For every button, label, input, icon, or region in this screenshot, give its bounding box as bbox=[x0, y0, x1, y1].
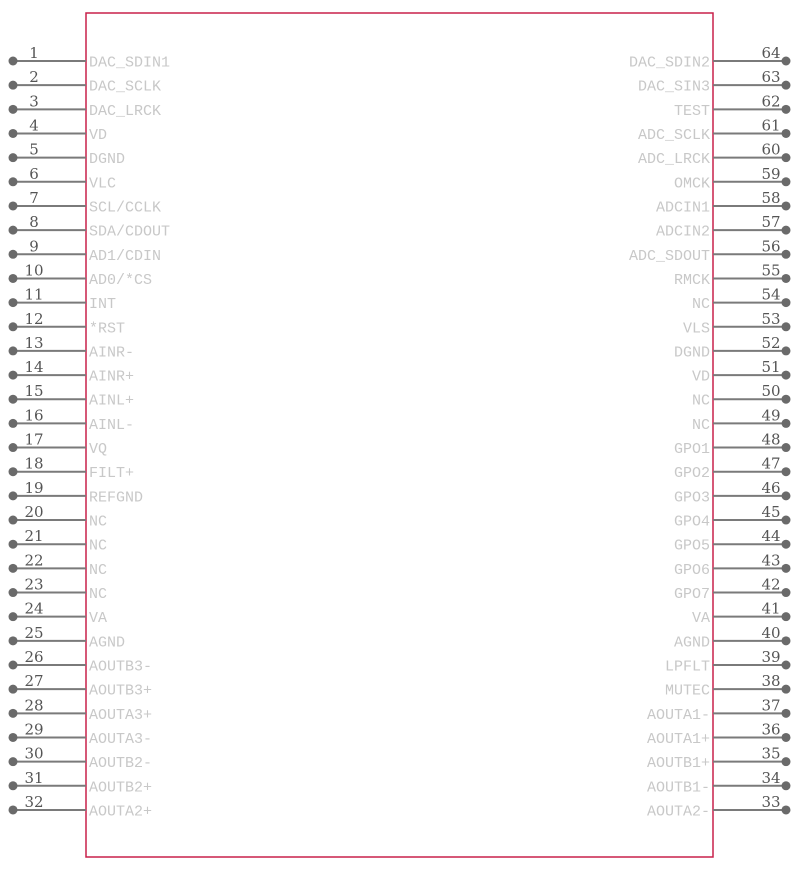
pin-terminal-dot bbox=[9, 346, 18, 355]
pin-terminal-dot bbox=[782, 685, 791, 694]
pin-17 bbox=[9, 431, 108, 459]
pin-number: 57 bbox=[761, 213, 781, 232]
pin-label: AOUTB1+ bbox=[646, 755, 710, 773]
pin-label: ADC_LRCK bbox=[637, 151, 710, 169]
pin-number: 14 bbox=[24, 358, 44, 377]
pin-label: REFGND bbox=[89, 489, 144, 507]
pin-label: AD0/*CS bbox=[89, 271, 153, 289]
pin-number: 34 bbox=[761, 768, 781, 787]
pin-terminal-dot bbox=[782, 588, 791, 597]
pin-label: AOUTB3- bbox=[89, 658, 153, 676]
pin-label: AGND bbox=[89, 634, 126, 652]
pin-label: NC bbox=[691, 392, 710, 410]
pin-number: 16 bbox=[24, 406, 44, 425]
pin-number: 64 bbox=[761, 44, 781, 62]
pin-label: AOUTA3- bbox=[89, 730, 153, 748]
pin-number: 45 bbox=[761, 503, 781, 522]
pin-terminal-dot bbox=[9, 201, 18, 210]
pin-label: NC bbox=[89, 561, 108, 579]
pin-label: AINR- bbox=[89, 344, 135, 362]
pin-number: 20 bbox=[24, 503, 44, 522]
pin-number: 17 bbox=[24, 430, 44, 449]
pin-21 bbox=[9, 527, 108, 555]
pin-6 bbox=[9, 165, 117, 193]
pin-number: 15 bbox=[24, 382, 44, 401]
pin-terminal-dot bbox=[9, 709, 18, 718]
pin-label: AOUTA3+ bbox=[89, 706, 153, 724]
pin-5 bbox=[9, 141, 126, 169]
pin-label: AOUTB2+ bbox=[89, 779, 153, 797]
pin-number: 55 bbox=[761, 261, 781, 280]
pin-label: NC bbox=[89, 586, 108, 604]
pin-number: 36 bbox=[761, 720, 781, 739]
right-pin-group bbox=[629, 44, 791, 820]
pin-terminal-dot bbox=[9, 226, 18, 235]
pin-terminal-dot bbox=[782, 540, 791, 549]
pin-number: 35 bbox=[761, 744, 781, 763]
pin-terminal-dot bbox=[9, 298, 18, 307]
pin-20 bbox=[9, 503, 108, 531]
pin-terminal-dot bbox=[782, 757, 791, 766]
pin-number: 19 bbox=[24, 478, 44, 497]
pin-label: ADCIN2 bbox=[655, 223, 710, 241]
pin-number: 32 bbox=[24, 792, 44, 811]
pin-number: 1 bbox=[29, 44, 39, 62]
pin-terminal-dot bbox=[782, 371, 791, 380]
pin-number: 22 bbox=[24, 551, 44, 570]
pin-number: 47 bbox=[761, 454, 781, 473]
pin-number: 43 bbox=[761, 551, 781, 570]
pin-terminal-dot bbox=[9, 105, 18, 114]
pin-label: VLS bbox=[682, 320, 710, 338]
pin-terminal-dot bbox=[9, 636, 18, 645]
pin-number: 28 bbox=[24, 696, 44, 715]
pin-label: AGND bbox=[673, 634, 710, 652]
pin-label: AOUTB2- bbox=[89, 755, 153, 773]
pin-number: 26 bbox=[24, 648, 44, 666]
pin-label: NC bbox=[89, 537, 108, 555]
pin-terminal-dot bbox=[782, 298, 791, 307]
pin-label: SCL/CCLK bbox=[89, 199, 162, 217]
pin-terminal-dot bbox=[782, 781, 791, 790]
pin-label: VA bbox=[89, 610, 108, 628]
pin-label: GPO7 bbox=[673, 586, 710, 604]
pin-terminal-dot bbox=[782, 81, 791, 90]
pin-number: 53 bbox=[761, 309, 781, 328]
pin-terminal-dot bbox=[9, 129, 18, 138]
pin-terminal-dot bbox=[9, 491, 18, 500]
pin-terminal-dot bbox=[9, 781, 18, 790]
pin-label: VA bbox=[691, 610, 710, 628]
pin-label: ADC_SCLK bbox=[637, 126, 710, 144]
pin-number: 31 bbox=[24, 768, 44, 787]
pin-terminal-dot bbox=[782, 395, 791, 404]
pin-terminal-dot bbox=[9, 443, 18, 452]
pin-number: 41 bbox=[761, 599, 781, 618]
pin-terminal-dot bbox=[782, 612, 791, 621]
pin-number: 18 bbox=[24, 454, 44, 473]
pin-terminal-dot bbox=[782, 57, 791, 66]
pin-terminal-dot bbox=[9, 371, 18, 380]
pin-number: 52 bbox=[761, 333, 781, 352]
pin-terminal-dot bbox=[782, 709, 791, 718]
pin-number: 60 bbox=[761, 140, 781, 159]
pin-label: DAC_SDIN2 bbox=[628, 54, 710, 72]
pin-number: 44 bbox=[761, 527, 781, 546]
pin-label: *RST bbox=[89, 320, 126, 338]
pin-label: AOUTB1- bbox=[646, 779, 710, 797]
pin-terminal-dot bbox=[9, 419, 18, 428]
pin-terminal-dot bbox=[782, 467, 791, 476]
pin-number: 10 bbox=[24, 261, 44, 280]
pin-label: GPO4 bbox=[673, 513, 710, 531]
pin-label: FILT+ bbox=[89, 465, 135, 483]
pin-label: LPFLT bbox=[664, 658, 710, 676]
pin-number: 5 bbox=[29, 140, 39, 159]
pin-label: NC bbox=[691, 416, 710, 434]
pin-label: DGND bbox=[89, 151, 126, 169]
pin-number: 8 bbox=[29, 213, 39, 232]
pin-terminal-dot bbox=[9, 805, 18, 814]
pin-terminal-dot bbox=[782, 564, 791, 573]
left-pin-group bbox=[9, 44, 171, 820]
pin-terminal-dot bbox=[782, 491, 791, 500]
pin-label: RMCK bbox=[673, 271, 710, 289]
pin-terminal-dot bbox=[782, 226, 791, 235]
pin-label: GPO6 bbox=[673, 561, 710, 579]
pin-number: 29 bbox=[24, 720, 44, 739]
pin-number: 63 bbox=[761, 68, 781, 87]
pin-label: ADC_SDOUT bbox=[628, 247, 710, 265]
pin-terminal-dot bbox=[9, 395, 18, 404]
pin-terminal-dot bbox=[782, 419, 791, 428]
pin-number: 59 bbox=[761, 164, 781, 183]
pin-23 bbox=[9, 576, 108, 604]
pin-terminal-dot bbox=[9, 588, 18, 597]
pin-number: 30 bbox=[24, 744, 44, 763]
pin-terminal-dot bbox=[782, 153, 791, 162]
pin-number: 46 bbox=[761, 478, 781, 497]
pin-terminal-dot bbox=[9, 274, 18, 283]
pin-number: 50 bbox=[761, 382, 781, 401]
pin-label: VD bbox=[89, 126, 108, 144]
pin-number: 37 bbox=[761, 696, 781, 715]
pin-terminal-dot bbox=[782, 250, 791, 259]
pin-terminal-dot bbox=[9, 81, 18, 90]
pin-32 bbox=[9, 793, 153, 821]
pin-number: 25 bbox=[24, 623, 44, 642]
pin-number: 4 bbox=[29, 116, 39, 135]
pin-33 bbox=[647, 793, 791, 821]
pin-terminal-dot bbox=[782, 661, 791, 670]
pin-number: 3 bbox=[29, 92, 39, 111]
pin-4 bbox=[9, 116, 108, 144]
pin-terminal-dot bbox=[9, 153, 18, 162]
pin-label: AOUTA1- bbox=[646, 706, 710, 724]
pin-label: AINR+ bbox=[89, 368, 135, 386]
pin-terminal-dot bbox=[782, 443, 791, 452]
pin-number: 9 bbox=[29, 237, 39, 256]
pin-terminal-dot bbox=[9, 540, 18, 549]
pin-label: DAC_SDIN1 bbox=[89, 54, 171, 72]
pin-terminal-dot bbox=[9, 516, 18, 525]
pin-label: AINL+ bbox=[89, 392, 135, 410]
pin-number: 33 bbox=[761, 792, 781, 811]
pin-number: 49 bbox=[761, 406, 781, 425]
pin-label: GPO5 bbox=[673, 537, 710, 555]
pin-terminal-dot bbox=[782, 322, 791, 331]
pin-number: 2 bbox=[29, 68, 39, 87]
pin-number: 62 bbox=[761, 92, 781, 111]
pin-terminal-dot bbox=[9, 467, 18, 476]
pin-number: 23 bbox=[24, 575, 44, 594]
pin-label: VQ bbox=[89, 441, 108, 459]
pin-terminal-dot bbox=[782, 516, 791, 525]
ic-body-outline bbox=[86, 13, 713, 857]
pin-terminal-dot bbox=[782, 274, 791, 283]
pin-number: 27 bbox=[24, 672, 44, 691]
pin-number: 39 bbox=[761, 648, 781, 666]
pin-label: AOUTA2- bbox=[646, 803, 710, 821]
pin-terminal-dot bbox=[9, 685, 18, 694]
pin-label: OMCK bbox=[673, 175, 710, 193]
pin-label: DGND bbox=[673, 344, 710, 362]
pin-terminal-dot bbox=[9, 322, 18, 331]
pin-label: AD1/CDIN bbox=[89, 247, 162, 265]
pin-terminal-dot bbox=[782, 805, 791, 814]
pin-number: 56 bbox=[761, 237, 781, 256]
pin-number: 21 bbox=[24, 527, 44, 546]
pin-label: SDA/CDOUT bbox=[89, 223, 171, 241]
pin-terminal-dot bbox=[782, 733, 791, 742]
pin-label: GPO3 bbox=[673, 489, 710, 507]
pin-label: ADCIN1 bbox=[655, 199, 710, 217]
pin-terminal-dot bbox=[9, 250, 18, 259]
pin-terminal-dot bbox=[782, 105, 791, 114]
pin-number: 7 bbox=[29, 188, 39, 207]
pin-label: DAC_LRCK bbox=[89, 102, 162, 120]
pin-label: AOUTB3+ bbox=[89, 682, 153, 700]
pin-number: 6 bbox=[29, 164, 39, 183]
pin-number: 38 bbox=[761, 672, 781, 691]
pin-terminal-dot bbox=[782, 346, 791, 355]
pin-label: AOUTA1+ bbox=[646, 730, 710, 748]
pin-label: MUTEC bbox=[664, 682, 710, 700]
pin-terminal-dot bbox=[782, 177, 791, 186]
pin-label: INT bbox=[89, 296, 117, 314]
pin-terminal-dot bbox=[9, 57, 18, 66]
pin-label: VLC bbox=[89, 175, 117, 193]
pin-terminal-dot bbox=[9, 661, 18, 670]
pin-24 bbox=[9, 600, 108, 628]
pin-terminal-dot bbox=[9, 612, 18, 621]
pin-label: DAC_SCLK bbox=[89, 78, 162, 96]
pin-number: 12 bbox=[24, 309, 44, 328]
pin-label: DAC_SIN3 bbox=[637, 78, 710, 96]
pin-terminal-dot bbox=[782, 636, 791, 645]
pin-number: 51 bbox=[761, 358, 781, 377]
pin-terminal-dot bbox=[782, 129, 791, 138]
pin-number: 13 bbox=[24, 333, 44, 352]
pin-terminal-dot bbox=[782, 201, 791, 210]
pin-number: 58 bbox=[761, 188, 781, 207]
pin-label: NC bbox=[691, 296, 710, 314]
pin-number: 24 bbox=[24, 599, 44, 618]
pin-number: 11 bbox=[24, 285, 44, 304]
pin-label: TEST bbox=[673, 102, 710, 120]
pin-number: 42 bbox=[761, 575, 781, 594]
pin-number: 61 bbox=[761, 116, 781, 135]
pin-number: 48 bbox=[761, 430, 781, 449]
pin-label: VD bbox=[691, 368, 710, 386]
pin-label: GPO1 bbox=[673, 441, 710, 459]
pin-label: AOUTA2+ bbox=[89, 803, 153, 821]
pin-22 bbox=[9, 551, 108, 579]
pin-terminal-dot bbox=[9, 177, 18, 186]
pin-label: GPO2 bbox=[673, 465, 710, 483]
pin-terminal-dot bbox=[9, 757, 18, 766]
pin-number: 40 bbox=[761, 623, 781, 642]
pin-terminal-dot bbox=[9, 564, 18, 573]
pin-number: 54 bbox=[761, 285, 781, 304]
pin-label: NC bbox=[89, 513, 108, 531]
pin-label: AINL- bbox=[89, 416, 135, 434]
pin-terminal-dot bbox=[9, 733, 18, 742]
